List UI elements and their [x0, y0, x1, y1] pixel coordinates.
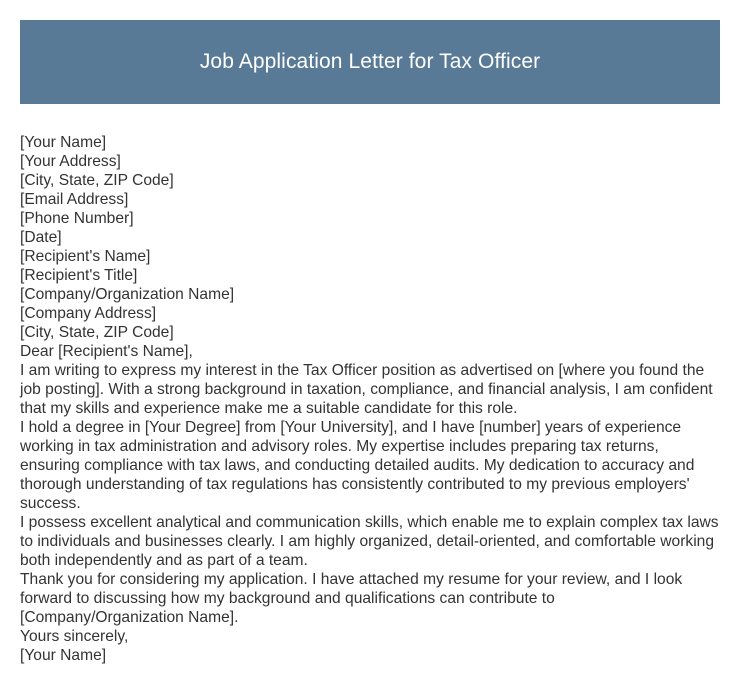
- signature-name: [Your Name]: [20, 647, 107, 664]
- paragraph-skills: I possess excellent analytical and communication skills, which enable me to explain complex tax laws to individuals and businesses clearly. I am highly organized, detail-oriented, and comfortable working both independently and as part of a team.: [20, 514, 719, 569]
- company-name: [Company/Organization Name]: [20, 286, 235, 303]
- recipient-title: [Recipient's Title]: [20, 267, 138, 284]
- sender-email: [Email Address]: [20, 191, 129, 208]
- company-city-state-zip: [City, State, ZIP Code]: [20, 324, 174, 341]
- sender-address: [Your Address]: [20, 153, 121, 170]
- salutation: Dear [Recipient's Name],: [20, 343, 193, 360]
- company-address: [Company Address]: [20, 305, 157, 322]
- sender-city-state-zip: [City, State, ZIP Code]: [20, 172, 174, 189]
- recipient-name: [Recipient's Name]: [20, 248, 151, 265]
- sender-name: [Your Name]: [20, 134, 107, 151]
- letter-body: [20, 133, 722, 665]
- sender-phone: [Phone Number]: [20, 210, 134, 227]
- page-title: Job Application Letter for Tax Officer: [199, 50, 541, 73]
- sign-off: Yours sincerely,: [20, 628, 129, 645]
- paragraph-intro: I am writing to express my interest in the Tax Officer position as advertised on [where you found the job posting]. With a strong background in taxation, compliance, and financial analysis, I am confident that my skills and experience make me a suitable candidate for this role.: [20, 362, 713, 417]
- letter-date: [Date]: [20, 229, 62, 246]
- paragraph-closing: Thank you for considering my application. I have attached my resume for your review, and I look forward to discussing how my background and qualifications can contribute to [Company/Organization Name].: [20, 571, 683, 626]
- paragraph-experience: I hold a degree in [Your Degree] from [Your University], and I have [number] years of experience working in tax administration and advisory roles. My expertise includes preparing tax returns, ensuring compliance with tax laws, and conducting detailed audits. My dedication to accuracy and thorough understanding of tax regulations has consistently contributed to my previous employers' success.: [20, 419, 695, 512]
- title-banner: [20, 20, 720, 104]
